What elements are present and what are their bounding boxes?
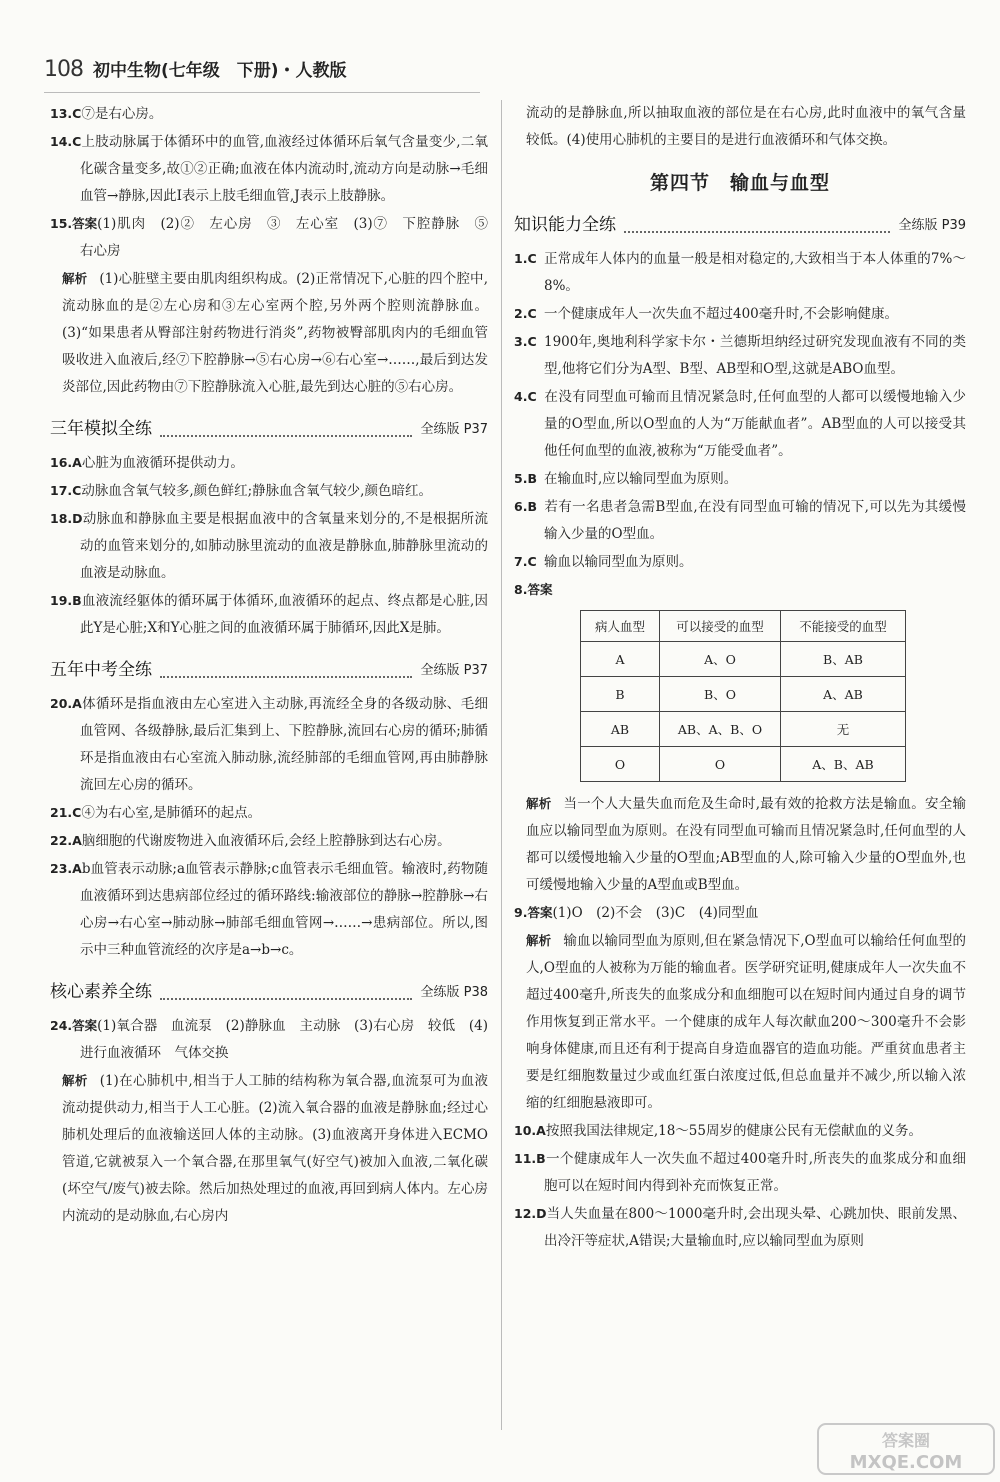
analysis-item (50, 1067, 488, 1230)
right-column-top (514, 100, 966, 604)
analysis-text: (1)在心肺机中,相当于人工肺的结构称为氧合器,血流泵可为血液流动提供动力,相当于人工心脏。(2)流入氧合器的血液是静脉血;经过心肺机处理后的血液输送回人体的主动脉。(3)血液离开身体进入ECMO管道,它就被泵入一个氧合器,在那里氧气(好空气)被加入血液,二氧化碳(坏空气/废气)被去除。然后加热处理过的血液,再回到病人体内。左心房内流动的是动脉血,右心房内 (62, 1073, 488, 1224)
section-page-ref: 全练版 P37 (420, 663, 488, 678)
answer-text: ④为右心室,是肺循环的起点。 (81, 805, 262, 821)
question-item (50, 505, 488, 587)
svg-text:答案圈: 答案圈 (881, 1431, 931, 1450)
question-item (514, 383, 966, 465)
answer-text: 若有一名患者急需B型血,在没有同型血可输的情况下,可以先为其缓慢输入少量的O型血。 (544, 499, 966, 542)
page-number: 108 (44, 57, 83, 82)
question-item (50, 210, 502, 265)
table-cell: O (660, 747, 781, 782)
table-cell: A、AB (781, 677, 906, 712)
table-row (581, 712, 906, 747)
answer-text: 动脉血和静脉血主要是根据血液中的含氧量来划分的,不是根据所流动的血管来划分的,如肺动脉里流动的血液是静脉血,肺静脉里流动的血液是动脉血。 (80, 511, 488, 581)
question-number: 4.C (514, 389, 537, 404)
answer-text: ⑦是右心房。 (81, 106, 163, 122)
section-title: 三年模拟全练 (50, 419, 152, 439)
answer-text: 血液流经躯体的循环属于体循环,血液循环的起点、终点都是心脏,因此Y是心脏;X和Y心脏之间的血液循环属于肺循环,因此X是肺。 (80, 593, 488, 636)
leader-dots (160, 435, 412, 437)
question-item (50, 827, 488, 855)
question-item (514, 328, 966, 383)
column-divider (501, 100, 502, 1430)
analysis-item (514, 927, 966, 1117)
question-number: 20.A (50, 696, 82, 711)
analysis-label: 解析 (62, 271, 88, 286)
question-item (50, 587, 488, 642)
question-item (514, 1145, 966, 1200)
question-number: 11.B (514, 1151, 546, 1166)
continued-text: 流动的是静脉血,所以抽取血液的部位是在右心房,此时血液中的氧气含量较低。(4)使用心肺机的主要目的是进行血液循环和气体交换。 (526, 105, 966, 148)
table-cell: A、B、AB (781, 747, 906, 782)
answer-text: 一个健康成年人一次失血不超过400毫升时,所丧失的血浆成分和血细胞可以在短时间内得到补充而恢复正常。 (544, 1151, 966, 1194)
table-row (581, 747, 906, 782)
answer-text: 按照我国法律规定,18～55周岁的健康公民有无偿献血的义务。 (545, 1123, 922, 1139)
question-number: 8.答案 (514, 582, 553, 597)
leader-dots (160, 676, 412, 678)
table-header-cell: 可以接受的血型 (660, 611, 781, 642)
question-number: 15.答案 (50, 216, 98, 231)
left-column (50, 100, 502, 1230)
table-cell: O (581, 747, 660, 782)
page-header (44, 56, 347, 90)
question-item (514, 548, 966, 576)
question-number: 13.C (50, 106, 82, 121)
table-cell: 无 (781, 712, 906, 747)
section-title: 五年中考全练 (50, 660, 152, 680)
question-number: 6.B (514, 499, 537, 514)
chapter-title: 第四节 输血与血型 (649, 172, 830, 194)
question-number: 2.C (514, 306, 537, 321)
question-item (50, 799, 488, 827)
question-number: 16.A (50, 455, 82, 470)
question-item (50, 1012, 488, 1067)
table-row (581, 677, 906, 712)
answer-text: 正常成年人体内的血量一般是相对稳定的,大致相当于本人体重的7%～8%。 (544, 251, 966, 294)
answer-text: 1900年,奥地利科学家卡尔・兰德斯坦纳经过研究发现血液有不同的类型,他将它们分为A型、B型、AB型和O型,这就是ABO血型。 (544, 334, 966, 377)
watermark-logo (816, 1422, 996, 1476)
leader-dots (160, 998, 412, 1000)
question-number: 24.答案 (50, 1018, 98, 1033)
question-number: 19.B (50, 593, 82, 608)
right-column-bottom (514, 790, 966, 1255)
analysis-label: 解析 (526, 933, 552, 948)
leader-dots (624, 231, 890, 233)
svg-text:MXQE.COM: MXQE.COM (849, 1452, 963, 1473)
question-item (514, 245, 966, 300)
section-title: 核心素养全练 (50, 982, 152, 1002)
table-cell: A (581, 642, 660, 677)
table-cell: A、O (660, 642, 781, 677)
question-number: 22.A (50, 833, 82, 848)
section-page-ref: 全练版 P39 (898, 218, 966, 233)
answer-text: (1)肌肉 (2)② 左心房 ③ 左心室 (3)⑦ 下腔静脉 ⑤ 右心房 (80, 216, 502, 259)
question-number: 17.C (50, 483, 82, 498)
analysis-text: 当一个人大量失血而危及生命时,最有效的抢救方法是输血。安全输血应以输同型血为原则。在没有同型血可输而且情况紧急时,任何血型的人都可以缓慢地输入少量的O型血;AB型血的人,除可输入少量的O型血外,也可缓慢地输入少量的A型血或B型血。 (526, 796, 966, 893)
answer-text: 输血以输同型血为原则。 (544, 554, 693, 570)
right-column (514, 100, 966, 1255)
header-rule (44, 92, 480, 93)
table-cell: B、AB (781, 642, 906, 677)
blood-type-table (580, 610, 906, 782)
question-number: 12.D (514, 1206, 547, 1221)
section-heading (50, 658, 488, 684)
section-heading (50, 980, 488, 1006)
question-number: 10.A (514, 1123, 546, 1138)
question-number: 1.C (514, 251, 537, 266)
question-number: 3.C (514, 334, 537, 349)
answer-text: 在没有同型血可输而且情况紧急时,任何血型的人都可以缓慢地输入少量的O型血,所以O型血的人为“万能献血者”。AB型血的人可以接受其他任何血型的血液,被称为“万能受血者”。 (544, 389, 966, 459)
question-number: 5.B (514, 471, 537, 486)
section-heading (514, 213, 966, 239)
question-number: 9.答案 (514, 905, 553, 920)
question-item (50, 690, 488, 799)
question-item (514, 899, 966, 927)
analysis-label: 解析 (526, 796, 552, 811)
section-page-ref: 全练版 P37 (420, 422, 488, 437)
question-item (514, 1117, 966, 1145)
question-item (514, 493, 966, 548)
section-page-ref: 全练版 P38 (420, 985, 488, 1000)
question-item (50, 855, 488, 964)
question-item (50, 128, 488, 210)
answer-text: 心脏为血液循环提供动力。 (81, 455, 244, 471)
table-cell: AB (581, 712, 660, 747)
analysis-text: (1)心脏壁主要由肌肉组织构成。(2)正常情况下,心脏的四个腔中,流动脉血的是②左心房和③左心室两个腔,另外两个腔则流静脉血。(3)“如果患者从臀部注射药物进行消炎”,药物被臀部肌肉内的毛细血管吸收进入血液后,经⑦下腔静脉→⑤右心房→⑥右心室→……,最后到达发炎部位,因此药物由⑦下腔静脉流入心脏,最先到达心脏的⑤右心房。 (62, 271, 488, 395)
answer-text: 当人失血量在800～1000毫升时,会出现头晕、心跳加快、眼前发黑、出冷汗等症状,A错误;大量输血时,应以输同型血为原则 (544, 1206, 966, 1249)
answer-text: 在输血时,应以输同型血为原则。 (544, 471, 738, 487)
answer-text: 上肢动脉属于体循环中的血管,血液经过体循环后氧气含量变少,二氧化碳含量变多,故①②正确;血液在体内流动时,流动方向是动脉→毛细血管→静脉,因此Ⅰ表示上肢毛细血管,J表示上肢静脉。 (80, 134, 488, 204)
table-header-cell: 不能接受的血型 (781, 611, 906, 642)
question-item (514, 1200, 966, 1255)
analysis-text: 输血以输同型血为原则,但在紧急情况下,O型血可以输给任何血型的人,O型血的人被称为万能的输血者。医学研究证明,健康成年人一次失血不超过400毫升,所丧失的血浆成分和血细胞可以在短时间内通过自身的调节作用恢复到正常水平。一个健康的成年人每次献血200～300毫升不会影响身体健康,而且还有利于提高自身造血器官的造血功能。严重贫血患者主要是红细胞数量过少或血红蛋白浓度过低,但总血量并不减少,所以输入浓缩的红细胞悬液即可。 (526, 933, 966, 1111)
table-header-row (581, 611, 906, 642)
answer-text: 脑细胞的代谢废物进入血液循环后,会经上腔静脉到达右心房。 (81, 833, 451, 849)
section-heading (50, 417, 488, 443)
table-cell: AB、A、B、O (660, 712, 781, 747)
table-header-cell: 病人血型 (581, 611, 660, 642)
question-item (50, 449, 488, 477)
question-number: 21.C (50, 805, 82, 820)
table-cell: B、O (660, 677, 781, 712)
question-number: 14.C (50, 134, 82, 149)
answer-text: 一个健康成年人一次失血不超过400毫升时,不会影响健康。 (544, 306, 899, 322)
answer-text: 动脉血含氧气较多,颜色鲜红;静脉血含氧气较少,颜色暗红。 (81, 483, 432, 499)
question-item (514, 300, 966, 328)
question-item (50, 100, 488, 128)
analysis-label: 解析 (62, 1073, 88, 1088)
book-title: 初中生物(七年级 下册)・人教版 (93, 61, 347, 81)
answer-text: b血管表示动脉;a血管表示静脉;c血管表示毛细血管。输液时,药物随血液循环到达患病部位经过的循环路线:输液部位的静脉→腔静脉→右心房→右心室→肺动脉→肺部毛细血管网→……→患病部位。所以,图示中三种血管流经的次序是a→b→c。 (80, 861, 488, 958)
answer-text: (1)氧合器 血流泵 (2)静脉血 主动脉 (3)右心房 较低 (4)进行血液循环 气体交换 (80, 1018, 488, 1061)
question-item (50, 477, 488, 505)
analysis-item (50, 265, 488, 401)
question-item (514, 576, 966, 604)
analysis-item (514, 790, 966, 899)
question-item (514, 465, 966, 493)
question-number: 23.A (50, 861, 82, 876)
table-cell: B (581, 677, 660, 712)
table-row (581, 642, 906, 677)
answer-text: 体循环是指血液由左心室进入主动脉,再流经全身的各级动脉、毛细血管网、各级静脉,最后汇集到上、下腔静脉,流回右心房的循环;肺循环是指血液由右心室流入肺动脉,流经肺部的毛细血管网,再由肺静脉流回左心房的循环。 (80, 696, 488, 793)
question-number: 7.C (514, 554, 537, 569)
section-title: 知识能力全练 (514, 215, 616, 235)
question-number: 18.D (50, 511, 83, 526)
answer-text: (1)O (2)不会 (3)C (4)同型血 (552, 905, 759, 921)
